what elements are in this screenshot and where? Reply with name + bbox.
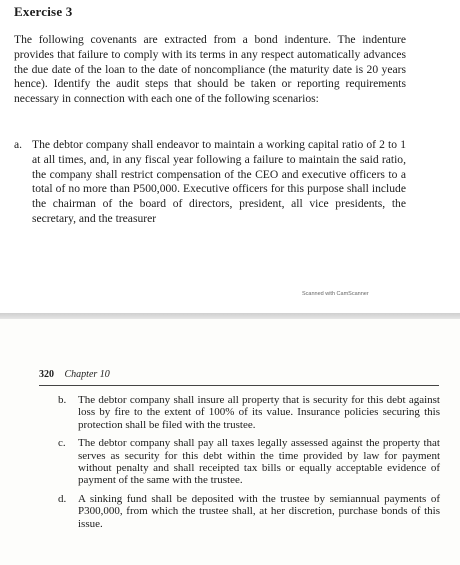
item-c-text: The debtor company shall pay all taxes legally assessed against the property that serves as security for this debt within the time provided by law for payment without penalty and shall receipted tax bills or equally acceptable evidence of payment of the same with the trustee. <box>78 437 440 487</box>
page-header <box>39 369 110 380</box>
item-b-text: The debtor company shall insure all property that is security for this debt against loss by fire to the extent of 100% of its value. Insurance policies securing this protection shall be filed with the trustee. <box>78 394 440 431</box>
list-item <box>58 493 440 530</box>
item-d-label: d. <box>58 492 67 505</box>
header-rule <box>39 385 439 386</box>
page-number: 320 <box>39 369 54 380</box>
list-item <box>58 437 440 487</box>
chapter-label: Chapter 10 <box>64 369 110 380</box>
page-bottom <box>0 319 460 565</box>
item-a-label: a. <box>14 138 23 151</box>
exercise-title: Exercise 3 <box>14 4 73 19</box>
item-b-label: b. <box>58 394 67 406</box>
item-a <box>14 138 406 227</box>
item-d-text: A sinking fund shall be deposited with the trustee by semiannual payments of P300,000, from which the trustee shall, at her discretion, purchase bonds of this issue. <box>78 492 440 530</box>
item-c-label: c. <box>58 437 66 450</box>
list-item <box>58 394 440 431</box>
item-a-text: The debtor company shall endeavor to maintain a working capital ratio of 2 to 1 at all times, and, in any fiscal year following a failure to maintain the said ratio, the company shall restrict compensation of the CEO and executive officers to a total of no more than P500,000. Executive officers for this purpose shall include the chairman of the board of directors, president, all vice presidents, the secretary, and the treasurer <box>32 138 406 225</box>
scanner-watermark: Scanned with CamScanner <box>302 291 369 297</box>
item-list <box>58 394 440 536</box>
exercise-intro: The following covenants are extracted from a bond indenture. The indenture provides that failure to comply with its terms in any respect automatically advances the due date of the loan to the date of noncompliance (the maturity date is 20 years hence). Identify the audit steps that should be taken or reporting requirements necessary in connection with each one of the following scenarios: <box>14 33 406 106</box>
